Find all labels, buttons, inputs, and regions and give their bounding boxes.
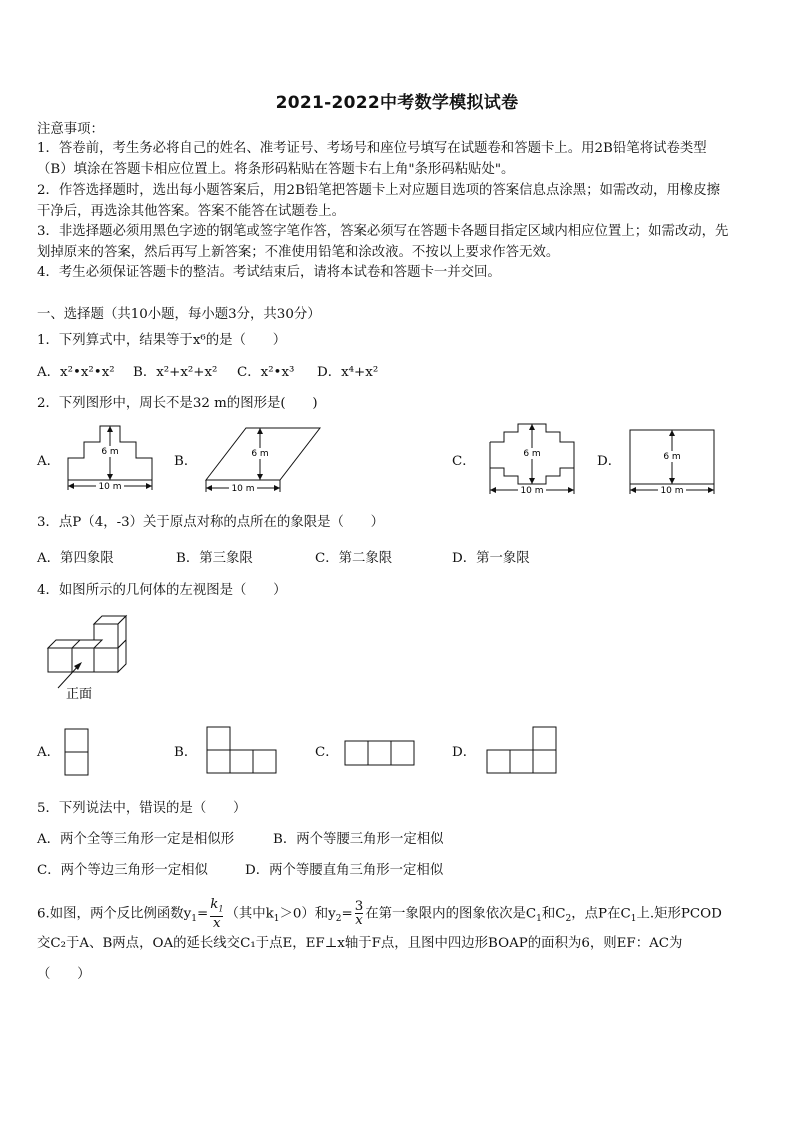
q4-label-b: B． — [174, 745, 198, 760]
q4-option-c-view — [344, 740, 418, 768]
q1-option-c: C．x²•x³ — [237, 365, 295, 380]
notice-heading: 注意事项： — [37, 122, 104, 137]
question-6-line-3: （ ） — [37, 967, 91, 982]
q1-option-d: D．x⁴+x² — [317, 365, 379, 380]
question-5-stem: 5．下列说法中，错误的是（ ） — [37, 801, 247, 816]
q1-option-b: B．x²+x²+x² — [133, 365, 218, 380]
notice-line: 干净后，再选涂其他答案。答案不能答在试题卷上。 — [37, 204, 345, 219]
q4-label-a: A． — [37, 745, 61, 760]
q2-label-d: D． — [597, 454, 622, 469]
q3-option-c: C．第二象限 — [315, 551, 393, 566]
notice-line: 4．考生必须保证答题卡的整洁。考试结束后，请将本试卷和答题卡一并交回。 — [37, 265, 501, 280]
q3-option-a: A．第四象限 — [37, 551, 114, 566]
section-heading: 一、选择题（共10小题，每小题3分，共30分） — [37, 307, 321, 322]
q4-option-d-view — [486, 726, 560, 776]
question-6-line-2: 交C₂于A、B两点，OA的延长线交C₁于点E，EF⊥x轴于F点，且图中四边形BOAP的面积为6，则EF：AC为 — [37, 936, 683, 951]
q2b-height-label: 6 m — [251, 449, 269, 459]
page-title: 2021-2022中考数学模拟试卷 — [275, 93, 519, 113]
q2b-width-label: 10 m — [231, 484, 255, 494]
q2-figure-b — [198, 420, 328, 500]
notice-line: 3．非选择题必须用黑色字迹的钢笔或签字笔作答，答案必须写在答题卡各题目指定区域内相应位置上；如需改动，先 — [37, 224, 729, 239]
notice-line: 划掉原来的答案，然后再写上新答案；不准使用铅笔和涂改液。不按以上要求作答无效。 — [37, 245, 560, 260]
notice-line: （B）填涂在答题卡相应位置上。将条形码粘贴在答题卡右上角"条形码粘贴处"。 — [37, 162, 515, 177]
q2a-width-label: 10 m — [98, 482, 122, 492]
q1-option-a: A．x²•x²•x² — [37, 365, 115, 380]
notice-line: 1．答卷前，考生务必将自己的姓名、准考证号、考场号和座位号填写在试题卷和答题卡上。用2B铅笔将试卷类型 — [37, 141, 707, 156]
q4-label-c: C． — [315, 745, 339, 760]
q2-figure-d — [624, 420, 724, 500]
q2c-height-label: 6 m — [523, 449, 541, 459]
q3-option-d: D．第一象限 — [452, 551, 530, 566]
notice-line: 2．作答选择题时，选出每小题答案后，用2B铅笔把答题卡上对应题目选项的答案信息点涂黑；如需改动，用橡皮擦 — [37, 183, 721, 198]
q4-option-b-view — [206, 726, 280, 776]
q2c-width-label: 10 m — [520, 486, 544, 496]
q2-figure-a — [62, 420, 162, 500]
question-2-stem: 2．下列图形中，周长不是32 m的图形是( ) — [37, 396, 318, 411]
question-1-stem: 1．下列算式中，结果等于x⁶的是（ ） — [37, 333, 287, 348]
q2-figure-c — [484, 420, 584, 500]
q4-option-a-view — [64, 728, 90, 778]
question-4-stem: 4．如图所示的几何体的左视图是（ ） — [37, 583, 287, 598]
q5-option-c: C．两个等边三角形一定相似 — [37, 863, 208, 878]
q2d-width-label: 10 m — [660, 486, 684, 496]
q5-option-a: A．两个全等三角形一定是相似形 — [37, 832, 235, 847]
question-6-line-1: 6.如图，两个反比例函数$y_1=$ $\frac{k_1}{x}$ （其中$k_1>0$）和$y_2=$ $\frac{3}{x}$ 在第一象限内的图象依次是$C_1$和$C_2$，点P在$C_1$上.矩形PCOD — [37, 897, 722, 931]
q3-option-b: B．第三象限 — [176, 551, 253, 566]
q2-label-c: C． — [452, 454, 476, 469]
q4-label-d: D． — [452, 745, 477, 760]
q2d-height-label: 6 m — [663, 452, 681, 462]
q5-option-d: D．两个等腰直角三角形一定相似 — [245, 863, 444, 878]
question-3-stem: 3．点P（4，-3）关于原点对称的点所在的象限是（ ） — [37, 515, 385, 530]
q5-option-b: B．两个等腰三角形一定相似 — [273, 832, 444, 847]
front-label: 正面 — [66, 687, 93, 702]
q2-label-a: A． — [37, 454, 61, 469]
q2a-height-label: 6 m — [101, 447, 119, 457]
q4-solid-figure — [44, 610, 144, 700]
q2-label-b: B． — [174, 454, 198, 469]
